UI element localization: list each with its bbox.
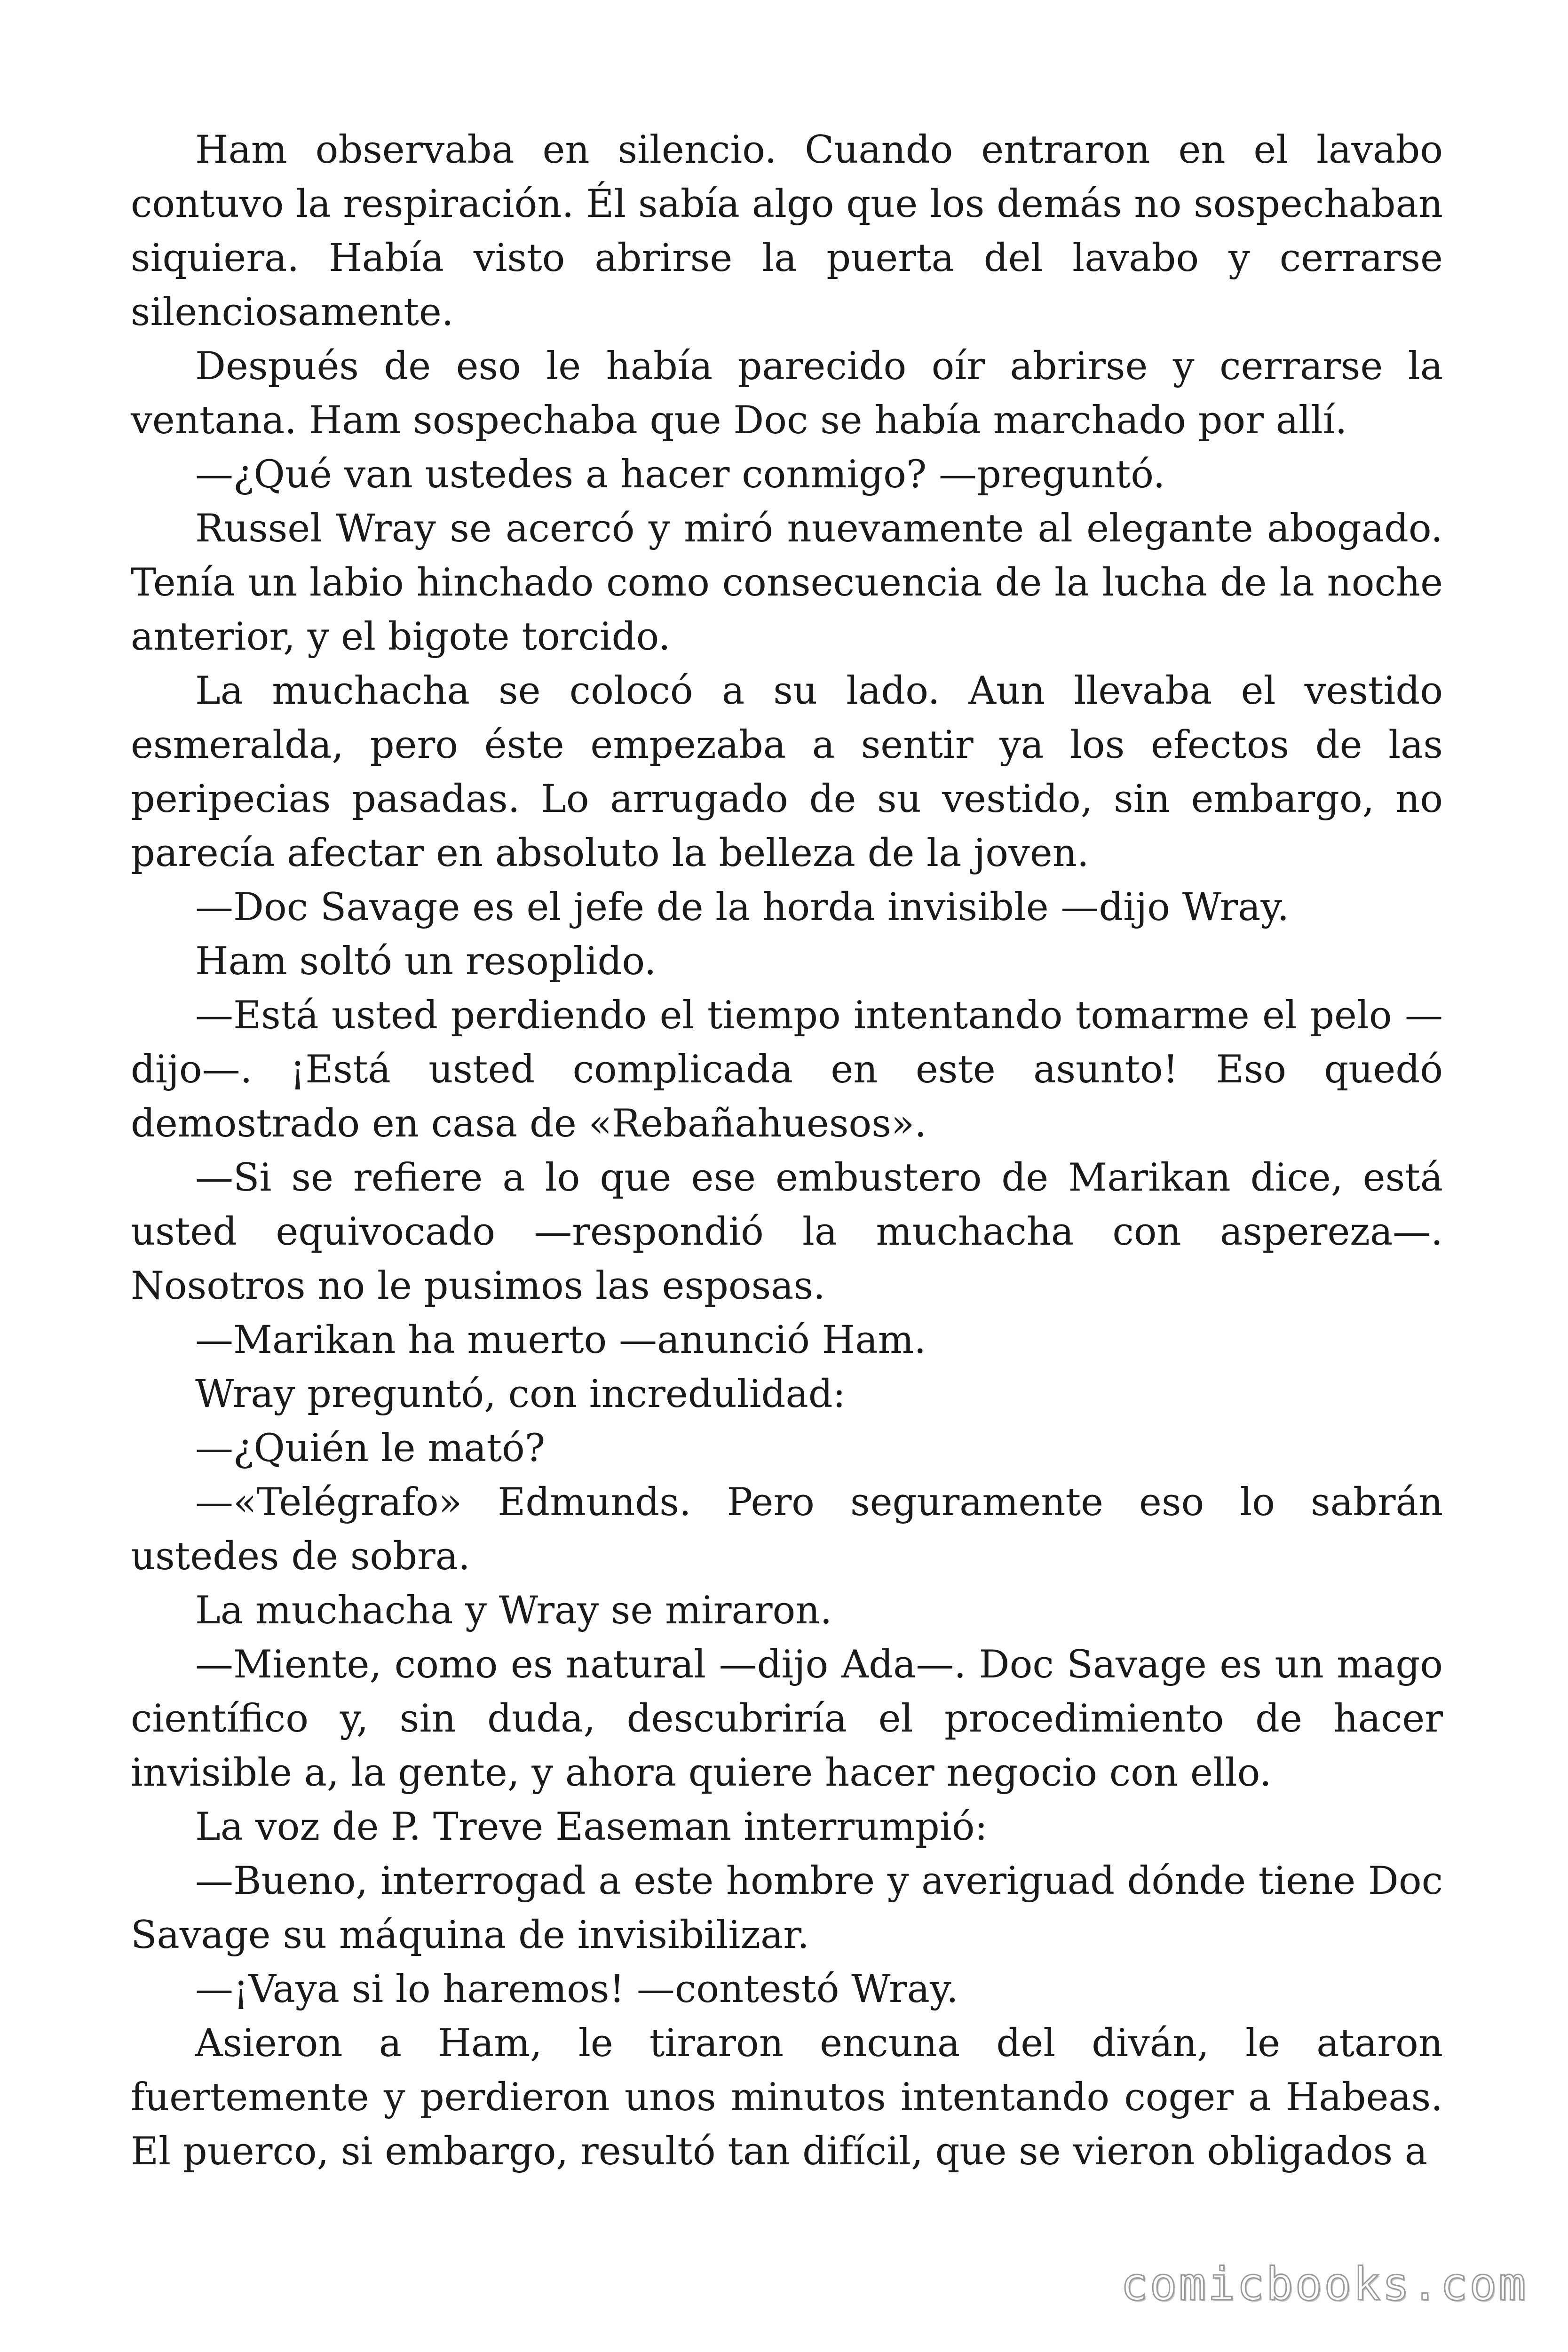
paragraph: Después de eso le había parecido oír abrirse y cerrarse la ventana. Ham sospechaba que Doc se había marchado por allí.	[131, 344, 1443, 443]
paragraph: Ham observaba en silencio. Cuando entraron en el lavabo contuvo la respiración. Él sabía algo que los demás no sospechaban siquiera. Había visto abrirse la puerta del lavabo y cerrarse silenciosamente.	[131, 128, 1443, 334]
paragraph: —¿Quién le mató?	[195, 1426, 546, 1470]
page-body	[131, 123, 1443, 2179]
watermark: comicbooks.com	[1120, 2258, 1528, 2311]
paragraph: —Marikan ha muerto —anunció Ham.	[195, 1318, 927, 1362]
paragraph: Russel Wray se acercó y miró nuevamente al elegante abogado. Tenía un labio hinchado como consecuencia de la lucha de la noche anterior, y el bigote torcido.	[131, 507, 1443, 659]
paragraph: Asieron a Ham, le tiraron encuna del diván, le ataron fuertemente y perdieron unos minutos intentando coger a Habeas. El puerco, si embargo, resultó tan difícil, que se vieron obligados a	[131, 2021, 1443, 2174]
paragraph: —Bueno, interrogad a este hombre y averiguad dónde tiene Doc Savage su máquina de invisibilizar.	[131, 1859, 1443, 1957]
paragraph: —Está usted perdiendo el tiempo intentando tomarme el pelo —dijo—. ¡Está usted complicada en este asunto! Eso quedó demostrado en casa de «Rebañahuesos».	[131, 993, 1443, 1146]
paragraph: —Si se refiere a lo que ese embustero de Marikan dice, está usted equivocado —respondió la muchacha con aspereza—. Nosotros no le pusimos las esposas.	[131, 1156, 1443, 1308]
paragraph: —«Telégrafo» Edmunds. Pero seguramente eso lo sabrán ustedes de sobra.	[131, 1480, 1443, 1579]
paragraph: —¿Qué van ustedes a hacer conmigo? —preguntó.	[195, 453, 1165, 497]
paragraph: —¡Vaya si lo haremos! —contestó Wray.	[195, 1967, 958, 2011]
paragraph: La muchacha se colocó a su lado. Aun llevaba el vestido esmeralda, pero éste empezaba a sentir ya los efectos de las peripecias pasadas. Lo arrugado de su vestido, sin embargo, no parecía afectar en absoluto la belleza de la joven.	[131, 669, 1443, 875]
paragraph: La voz de P. Treve Easeman interrumpió:	[195, 1805, 988, 1849]
paragraph: Wray preguntó, con incredulidad:	[195, 1372, 846, 1416]
paragraph: —Doc Savage es el jefe de la horda invisible —dijo Wray.	[195, 885, 1290, 930]
paragraph: Ham soltó un resoplido.	[195, 939, 657, 984]
paragraph: La muchacha y Wray se miraron.	[195, 1589, 832, 1633]
paragraph: —Miente, como es natural —dijo Ada—. Doc Savage es un mago científico y, sin duda, descubriría el procedimiento de hacer invisible a, la gente, y ahora quiere hacer negocio con ello.	[131, 1643, 1443, 1795]
